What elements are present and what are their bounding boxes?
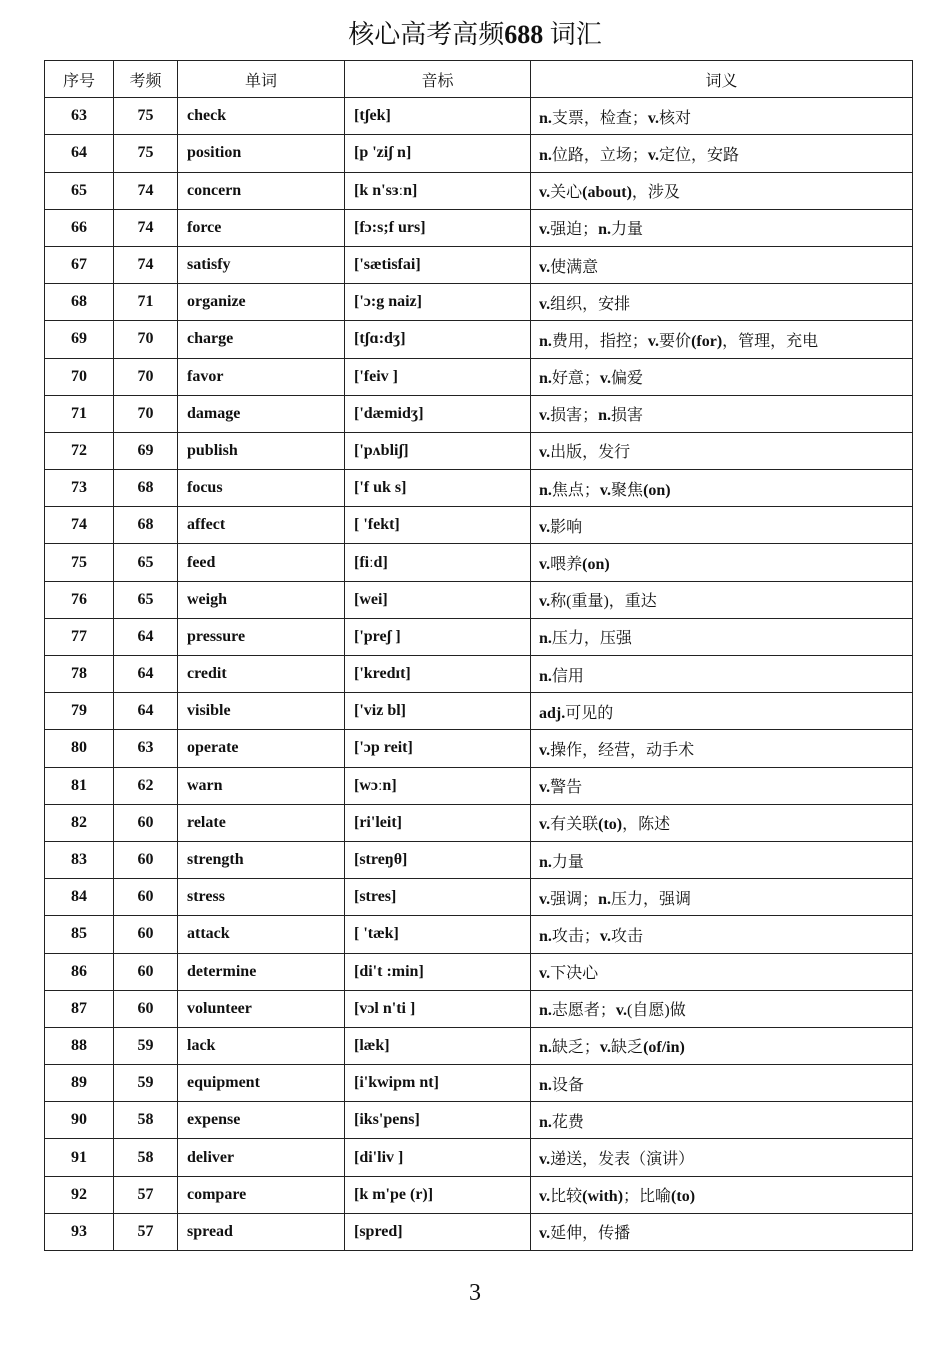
row-meaning xyxy=(531,507,913,544)
row-frequency: 70 xyxy=(114,358,178,395)
meaning-text: 压力，压强 xyxy=(551,630,632,648)
meaning-pos: (about) xyxy=(582,184,632,202)
table-row xyxy=(45,284,913,321)
meaning-pos: v. xyxy=(599,927,612,945)
meaning-pos: v. xyxy=(647,109,660,127)
row-index: 73 xyxy=(45,470,114,507)
row-phonetic: ['viz bl] xyxy=(345,693,531,730)
meaning-pos: v. xyxy=(539,518,551,536)
row-phonetic: [di't :min] xyxy=(345,953,531,990)
meaning-text: 费用，指控； xyxy=(551,332,648,350)
meaning-pos: v. xyxy=(539,1188,551,1206)
row-frequency: 60 xyxy=(114,841,178,878)
row-word: pressure xyxy=(178,618,345,655)
meaning-text: 要价 xyxy=(659,332,692,350)
meaning-pos: v. xyxy=(539,741,551,759)
meaning-pos: n. xyxy=(598,890,612,908)
meaning-text: 攻击 xyxy=(611,927,644,945)
meaning-text: 缺乏； xyxy=(551,1039,600,1057)
row-frequency: 64 xyxy=(114,693,178,730)
row-index: 85 xyxy=(45,916,114,953)
meaning-pos: v. xyxy=(539,295,551,313)
table-row xyxy=(45,98,913,135)
row-meaning xyxy=(531,135,913,172)
table-row xyxy=(45,953,913,990)
row-word: spread xyxy=(178,1213,345,1250)
meaning-pos: n. xyxy=(598,221,612,239)
meaning-pos: v. xyxy=(539,593,551,611)
table-header-row xyxy=(45,61,913,98)
table-row xyxy=(45,804,913,841)
row-phonetic: [k m'pe (r)] xyxy=(345,1176,531,1213)
row-index: 78 xyxy=(45,656,114,693)
meaning-text: 下决心 xyxy=(550,965,599,983)
row-phonetic: ['feiv ] xyxy=(345,358,531,395)
row-meaning xyxy=(531,1027,913,1064)
meaning-pos: n. xyxy=(539,481,552,499)
row-meaning xyxy=(531,841,913,878)
row-frequency: 58 xyxy=(114,1139,178,1176)
row-word: concern xyxy=(178,172,345,209)
row-frequency: 65 xyxy=(114,581,178,618)
row-frequency: 70 xyxy=(114,321,178,358)
row-index: 66 xyxy=(45,209,114,246)
row-meaning xyxy=(531,1139,913,1176)
row-frequency: 65 xyxy=(114,544,178,581)
title-prefix: 核心高考高频 xyxy=(348,20,505,49)
row-frequency: 74 xyxy=(114,209,178,246)
row-frequency: 59 xyxy=(114,1027,178,1064)
row-index: 90 xyxy=(45,1102,114,1139)
row-word: credit xyxy=(178,656,345,693)
meaning-pos: n. xyxy=(539,109,552,127)
row-phonetic: [i'kwipm nt] xyxy=(345,1065,531,1102)
row-index: 81 xyxy=(45,767,114,804)
meaning-pos: v. xyxy=(599,370,612,388)
meaning-pos: v. xyxy=(539,1225,551,1243)
row-meaning xyxy=(531,804,913,841)
row-index: 70 xyxy=(45,358,114,395)
row-frequency: 59 xyxy=(114,1065,178,1102)
row-phonetic: [ri'leit] xyxy=(345,804,531,841)
row-meaning xyxy=(531,209,913,246)
meaning-text: (自愿)做 xyxy=(627,1002,686,1020)
row-meaning xyxy=(531,1102,913,1139)
row-word: check xyxy=(178,98,345,135)
meaning-text: 使满意 xyxy=(550,258,599,276)
row-index: 68 xyxy=(45,284,114,321)
meaning-text: 称(重量)，重达 xyxy=(550,593,657,611)
row-index: 71 xyxy=(45,395,114,432)
row-word: attack xyxy=(178,916,345,953)
meaning-text: 强迫； xyxy=(550,221,599,239)
row-phonetic: [tʃek] xyxy=(345,98,531,135)
row-meaning xyxy=(531,172,913,209)
row-index: 76 xyxy=(45,581,114,618)
meaning-text: 定位，安路 xyxy=(659,146,740,164)
table-row xyxy=(45,730,913,767)
row-frequency: 71 xyxy=(114,284,178,321)
meaning-text: 力量 xyxy=(611,221,644,239)
table-row xyxy=(45,879,913,916)
row-frequency: 68 xyxy=(114,507,178,544)
row-frequency: 60 xyxy=(114,916,178,953)
row-index: 92 xyxy=(45,1176,114,1213)
row-index: 77 xyxy=(45,618,114,655)
row-meaning xyxy=(531,581,913,618)
meaning-text: 损害 xyxy=(611,407,644,425)
meaning-text: 偏爱 xyxy=(611,370,644,388)
meaning-pos: (for) xyxy=(691,332,723,350)
meaning-text: ，管理，充电 xyxy=(722,332,819,350)
meaning-pos: v. xyxy=(647,332,660,350)
meaning-pos: n. xyxy=(539,332,552,350)
row-word: volunteer xyxy=(178,990,345,1027)
row-word: organize xyxy=(178,284,345,321)
meaning-text: ；比喻 xyxy=(623,1188,672,1206)
row-meaning xyxy=(531,1213,913,1250)
row-meaning xyxy=(531,730,913,767)
row-index: 80 xyxy=(45,730,114,767)
row-phonetic: [stres] xyxy=(345,879,531,916)
meaning-text: 信用 xyxy=(551,667,584,685)
row-phonetic: [læk] xyxy=(345,1027,531,1064)
row-index: 63 xyxy=(45,98,114,135)
meaning-pos: v. xyxy=(539,258,551,276)
meaning-text: 可见的 xyxy=(565,704,614,722)
document-title xyxy=(0,18,950,52)
meaning-pos: (on) xyxy=(643,481,671,499)
meaning-text: 聚焦 xyxy=(611,481,644,499)
row-index: 65 xyxy=(45,172,114,209)
meaning-pos: n. xyxy=(539,1039,552,1057)
meaning-text: 设备 xyxy=(551,1076,584,1094)
row-frequency: 62 xyxy=(114,767,178,804)
meaning-pos: v. xyxy=(615,1002,628,1020)
vocabulary-table xyxy=(44,60,913,1251)
row-word: force xyxy=(178,209,345,246)
row-index: 74 xyxy=(45,507,114,544)
row-meaning xyxy=(531,470,913,507)
row-word: deliver xyxy=(178,1139,345,1176)
meaning-pos: v. xyxy=(539,444,551,462)
row-meaning xyxy=(531,1176,913,1213)
meaning-pos: n. xyxy=(539,853,552,871)
row-word: visible xyxy=(178,693,345,730)
row-phonetic: [ 'tæk] xyxy=(345,916,531,953)
meaning-text: 操作，经营，动手术 xyxy=(550,741,695,759)
meaning-text: 递送，发表（演讲） xyxy=(550,1151,695,1169)
row-phonetic: [spred] xyxy=(345,1213,531,1250)
row-index: 67 xyxy=(45,246,114,283)
row-phonetic: ['ɔ:g naiz] xyxy=(345,284,531,321)
meaning-text: 力量 xyxy=(551,853,584,871)
row-index: 75 xyxy=(45,544,114,581)
row-index: 89 xyxy=(45,1065,114,1102)
row-word: lack xyxy=(178,1027,345,1064)
row-frequency: 75 xyxy=(114,135,178,172)
row-phonetic: ['sætisfai] xyxy=(345,246,531,283)
table-row xyxy=(45,470,913,507)
row-frequency: 75 xyxy=(114,98,178,135)
row-phonetic: [vɔl n'ti ] xyxy=(345,990,531,1027)
row-meaning xyxy=(531,618,913,655)
row-phonetic: [fɔ:s;f urs] xyxy=(345,209,531,246)
row-phonetic: ['ɔp reit] xyxy=(345,730,531,767)
row-index: 82 xyxy=(45,804,114,841)
table-row xyxy=(45,990,913,1027)
row-frequency: 60 xyxy=(114,953,178,990)
table-row xyxy=(45,1176,913,1213)
meaning-text: 花费 xyxy=(551,1113,584,1131)
table-row xyxy=(45,1213,913,1250)
page-number: 3 xyxy=(469,1280,481,1306)
row-word: focus xyxy=(178,470,345,507)
meaning-pos: v. xyxy=(539,965,551,983)
meaning-pos: v. xyxy=(539,779,551,797)
row-word: stress xyxy=(178,879,345,916)
meaning-text: 影响 xyxy=(550,518,583,536)
row-meaning xyxy=(531,544,913,581)
row-frequency: 57 xyxy=(114,1176,178,1213)
row-index: 72 xyxy=(45,432,114,469)
row-meaning xyxy=(531,693,913,730)
row-phonetic: [tʃɑ:dʒ] xyxy=(345,321,531,358)
title-suffix: 词汇 xyxy=(549,20,602,49)
row-phonetic: [wɔːn] xyxy=(345,767,531,804)
header-phonetic: 音标 xyxy=(345,61,531,98)
table-row xyxy=(45,1027,913,1064)
meaning-text: 出版，发行 xyxy=(550,444,631,462)
meaning-pos: n. xyxy=(539,667,552,685)
meaning-text: 缺乏 xyxy=(611,1039,644,1057)
table-row xyxy=(45,1139,913,1176)
meaning-text: 延伸，传播 xyxy=(550,1225,631,1243)
row-word: relate xyxy=(178,804,345,841)
table-row xyxy=(45,581,913,618)
row-meaning xyxy=(531,358,913,395)
row-word: feed xyxy=(178,544,345,581)
row-frequency: 60 xyxy=(114,879,178,916)
meaning-pos: n. xyxy=(539,370,552,388)
meaning-pos: v. xyxy=(539,890,551,908)
table-row xyxy=(45,358,913,395)
meaning-pos: n. xyxy=(539,1113,552,1131)
row-frequency: 68 xyxy=(114,470,178,507)
row-word: affect xyxy=(178,507,345,544)
row-word: warn xyxy=(178,767,345,804)
meaning-pos: (with) xyxy=(582,1188,624,1206)
meaning-pos: v. xyxy=(539,556,551,574)
row-word: determine xyxy=(178,953,345,990)
row-phonetic: [ 'fekt] xyxy=(345,507,531,544)
row-frequency: 74 xyxy=(114,246,178,283)
row-phonetic: [wei] xyxy=(345,581,531,618)
row-word: operate xyxy=(178,730,345,767)
row-word: charge xyxy=(178,321,345,358)
table-row xyxy=(45,172,913,209)
table-row xyxy=(45,841,913,878)
row-meaning xyxy=(531,767,913,804)
meaning-text: 支票，检查； xyxy=(551,109,648,127)
meaning-pos: v. xyxy=(539,184,551,202)
meaning-text: 位路，立场； xyxy=(551,146,648,164)
row-meaning xyxy=(531,990,913,1027)
row-phonetic: [p 'ziʃ n] xyxy=(345,135,531,172)
row-frequency: 57 xyxy=(114,1213,178,1250)
table-row xyxy=(45,321,913,358)
meaning-pos: v. xyxy=(599,1039,612,1057)
row-index: 83 xyxy=(45,841,114,878)
row-word: equipment xyxy=(178,1065,345,1102)
row-word: satisfy xyxy=(178,246,345,283)
row-meaning xyxy=(531,395,913,432)
meaning-pos: n. xyxy=(598,407,612,425)
row-index: 79 xyxy=(45,693,114,730)
row-index: 64 xyxy=(45,135,114,172)
row-phonetic: [iks'pens] xyxy=(345,1102,531,1139)
row-frequency: 70 xyxy=(114,395,178,432)
table-row xyxy=(45,618,913,655)
row-phonetic: ['f uk s] xyxy=(345,470,531,507)
table-row xyxy=(45,656,913,693)
header-meaning: 词义 xyxy=(531,61,913,98)
meaning-text: 关心 xyxy=(550,184,583,202)
meaning-text: 志愿者； xyxy=(551,1002,616,1020)
row-meaning xyxy=(531,656,913,693)
row-word: weigh xyxy=(178,581,345,618)
row-frequency: 64 xyxy=(114,656,178,693)
meaning-pos: v. xyxy=(539,816,551,834)
table-row xyxy=(45,693,913,730)
row-index: 93 xyxy=(45,1213,114,1250)
header-frequency: 考频 xyxy=(114,61,178,98)
row-meaning xyxy=(531,284,913,321)
meaning-text: 好意； xyxy=(551,370,600,388)
row-phonetic: ['preʃ ] xyxy=(345,618,531,655)
meaning-pos: v. xyxy=(539,221,551,239)
meaning-pos: (on) xyxy=(582,556,610,574)
meaning-text: 喂养 xyxy=(550,556,583,574)
row-frequency: 58 xyxy=(114,1102,178,1139)
meaning-pos: adj. xyxy=(539,704,566,722)
row-meaning xyxy=(531,321,913,358)
table-row xyxy=(45,1102,913,1139)
table-row xyxy=(45,246,913,283)
row-phonetic: [di'liv ] xyxy=(345,1139,531,1176)
row-word: favor xyxy=(178,358,345,395)
title-number: 688 xyxy=(504,20,544,49)
meaning-pos: n. xyxy=(539,146,552,164)
row-phonetic: ['pʌbliʃ] xyxy=(345,432,531,469)
row-frequency: 74 xyxy=(114,172,178,209)
meaning-pos: n. xyxy=(539,1076,552,1094)
meaning-pos: n. xyxy=(539,927,552,945)
row-word: publish xyxy=(178,432,345,469)
meaning-text: 警告 xyxy=(550,779,583,797)
row-phonetic: [k n'sɜːn] xyxy=(345,172,531,209)
table-row xyxy=(45,395,913,432)
meaning-pos: (of/in) xyxy=(643,1039,685,1057)
meaning-text: ，涉及 xyxy=(631,184,680,202)
meaning-pos: n. xyxy=(539,630,552,648)
meaning-pos: v. xyxy=(647,146,660,164)
row-frequency: 64 xyxy=(114,618,178,655)
row-index: 84 xyxy=(45,879,114,916)
meaning-pos: (to) xyxy=(598,816,623,834)
table-row xyxy=(45,544,913,581)
row-index: 88 xyxy=(45,1027,114,1064)
table-row xyxy=(45,767,913,804)
row-word: damage xyxy=(178,395,345,432)
row-meaning xyxy=(531,953,913,990)
row-meaning xyxy=(531,916,913,953)
meaning-pos: v. xyxy=(599,481,612,499)
row-frequency: 60 xyxy=(114,990,178,1027)
header-word: 单词 xyxy=(178,61,345,98)
row-frequency: 69 xyxy=(114,432,178,469)
row-phonetic: ['dæmidʒ] xyxy=(345,395,531,432)
row-frequency: 60 xyxy=(114,804,178,841)
table-row xyxy=(45,432,913,469)
row-word: expense xyxy=(178,1102,345,1139)
meaning-pos: v. xyxy=(539,1151,551,1169)
row-index: 69 xyxy=(45,321,114,358)
table-body xyxy=(45,98,913,1251)
meaning-text: 损害； xyxy=(550,407,599,425)
table-row xyxy=(45,135,913,172)
meaning-text: 强调； xyxy=(550,890,599,908)
table-row xyxy=(45,916,913,953)
meaning-pos: v. xyxy=(539,407,551,425)
header-index: 序号 xyxy=(45,61,114,98)
row-frequency: 63 xyxy=(114,730,178,767)
row-meaning xyxy=(531,432,913,469)
meaning-pos: n. xyxy=(539,1002,552,1020)
row-phonetic: [streŋθ] xyxy=(345,841,531,878)
row-meaning xyxy=(531,1065,913,1102)
row-index: 86 xyxy=(45,953,114,990)
row-phonetic: ['kredɪt] xyxy=(345,656,531,693)
meaning-text: 攻击； xyxy=(551,927,600,945)
row-meaning xyxy=(531,246,913,283)
meaning-pos: (to) xyxy=(671,1188,696,1206)
row-word: compare xyxy=(178,1176,345,1213)
meaning-text: 核对 xyxy=(659,109,692,127)
row-phonetic: [fiːd] xyxy=(345,544,531,581)
row-word: position xyxy=(178,135,345,172)
meaning-text: 有关联 xyxy=(550,816,599,834)
meaning-text: ，陈述 xyxy=(622,816,671,834)
table-row xyxy=(45,1065,913,1102)
meaning-text: 压力，强调 xyxy=(611,890,692,908)
meaning-text: 比较 xyxy=(550,1188,583,1206)
row-word: strength xyxy=(178,841,345,878)
row-index: 91 xyxy=(45,1139,114,1176)
table-row xyxy=(45,507,913,544)
row-index: 87 xyxy=(45,990,114,1027)
meaning-text: 组织，安排 xyxy=(550,295,631,313)
row-meaning xyxy=(531,98,913,135)
row-meaning xyxy=(531,879,913,916)
meaning-text: 焦点； xyxy=(551,481,600,499)
table-row xyxy=(45,209,913,246)
